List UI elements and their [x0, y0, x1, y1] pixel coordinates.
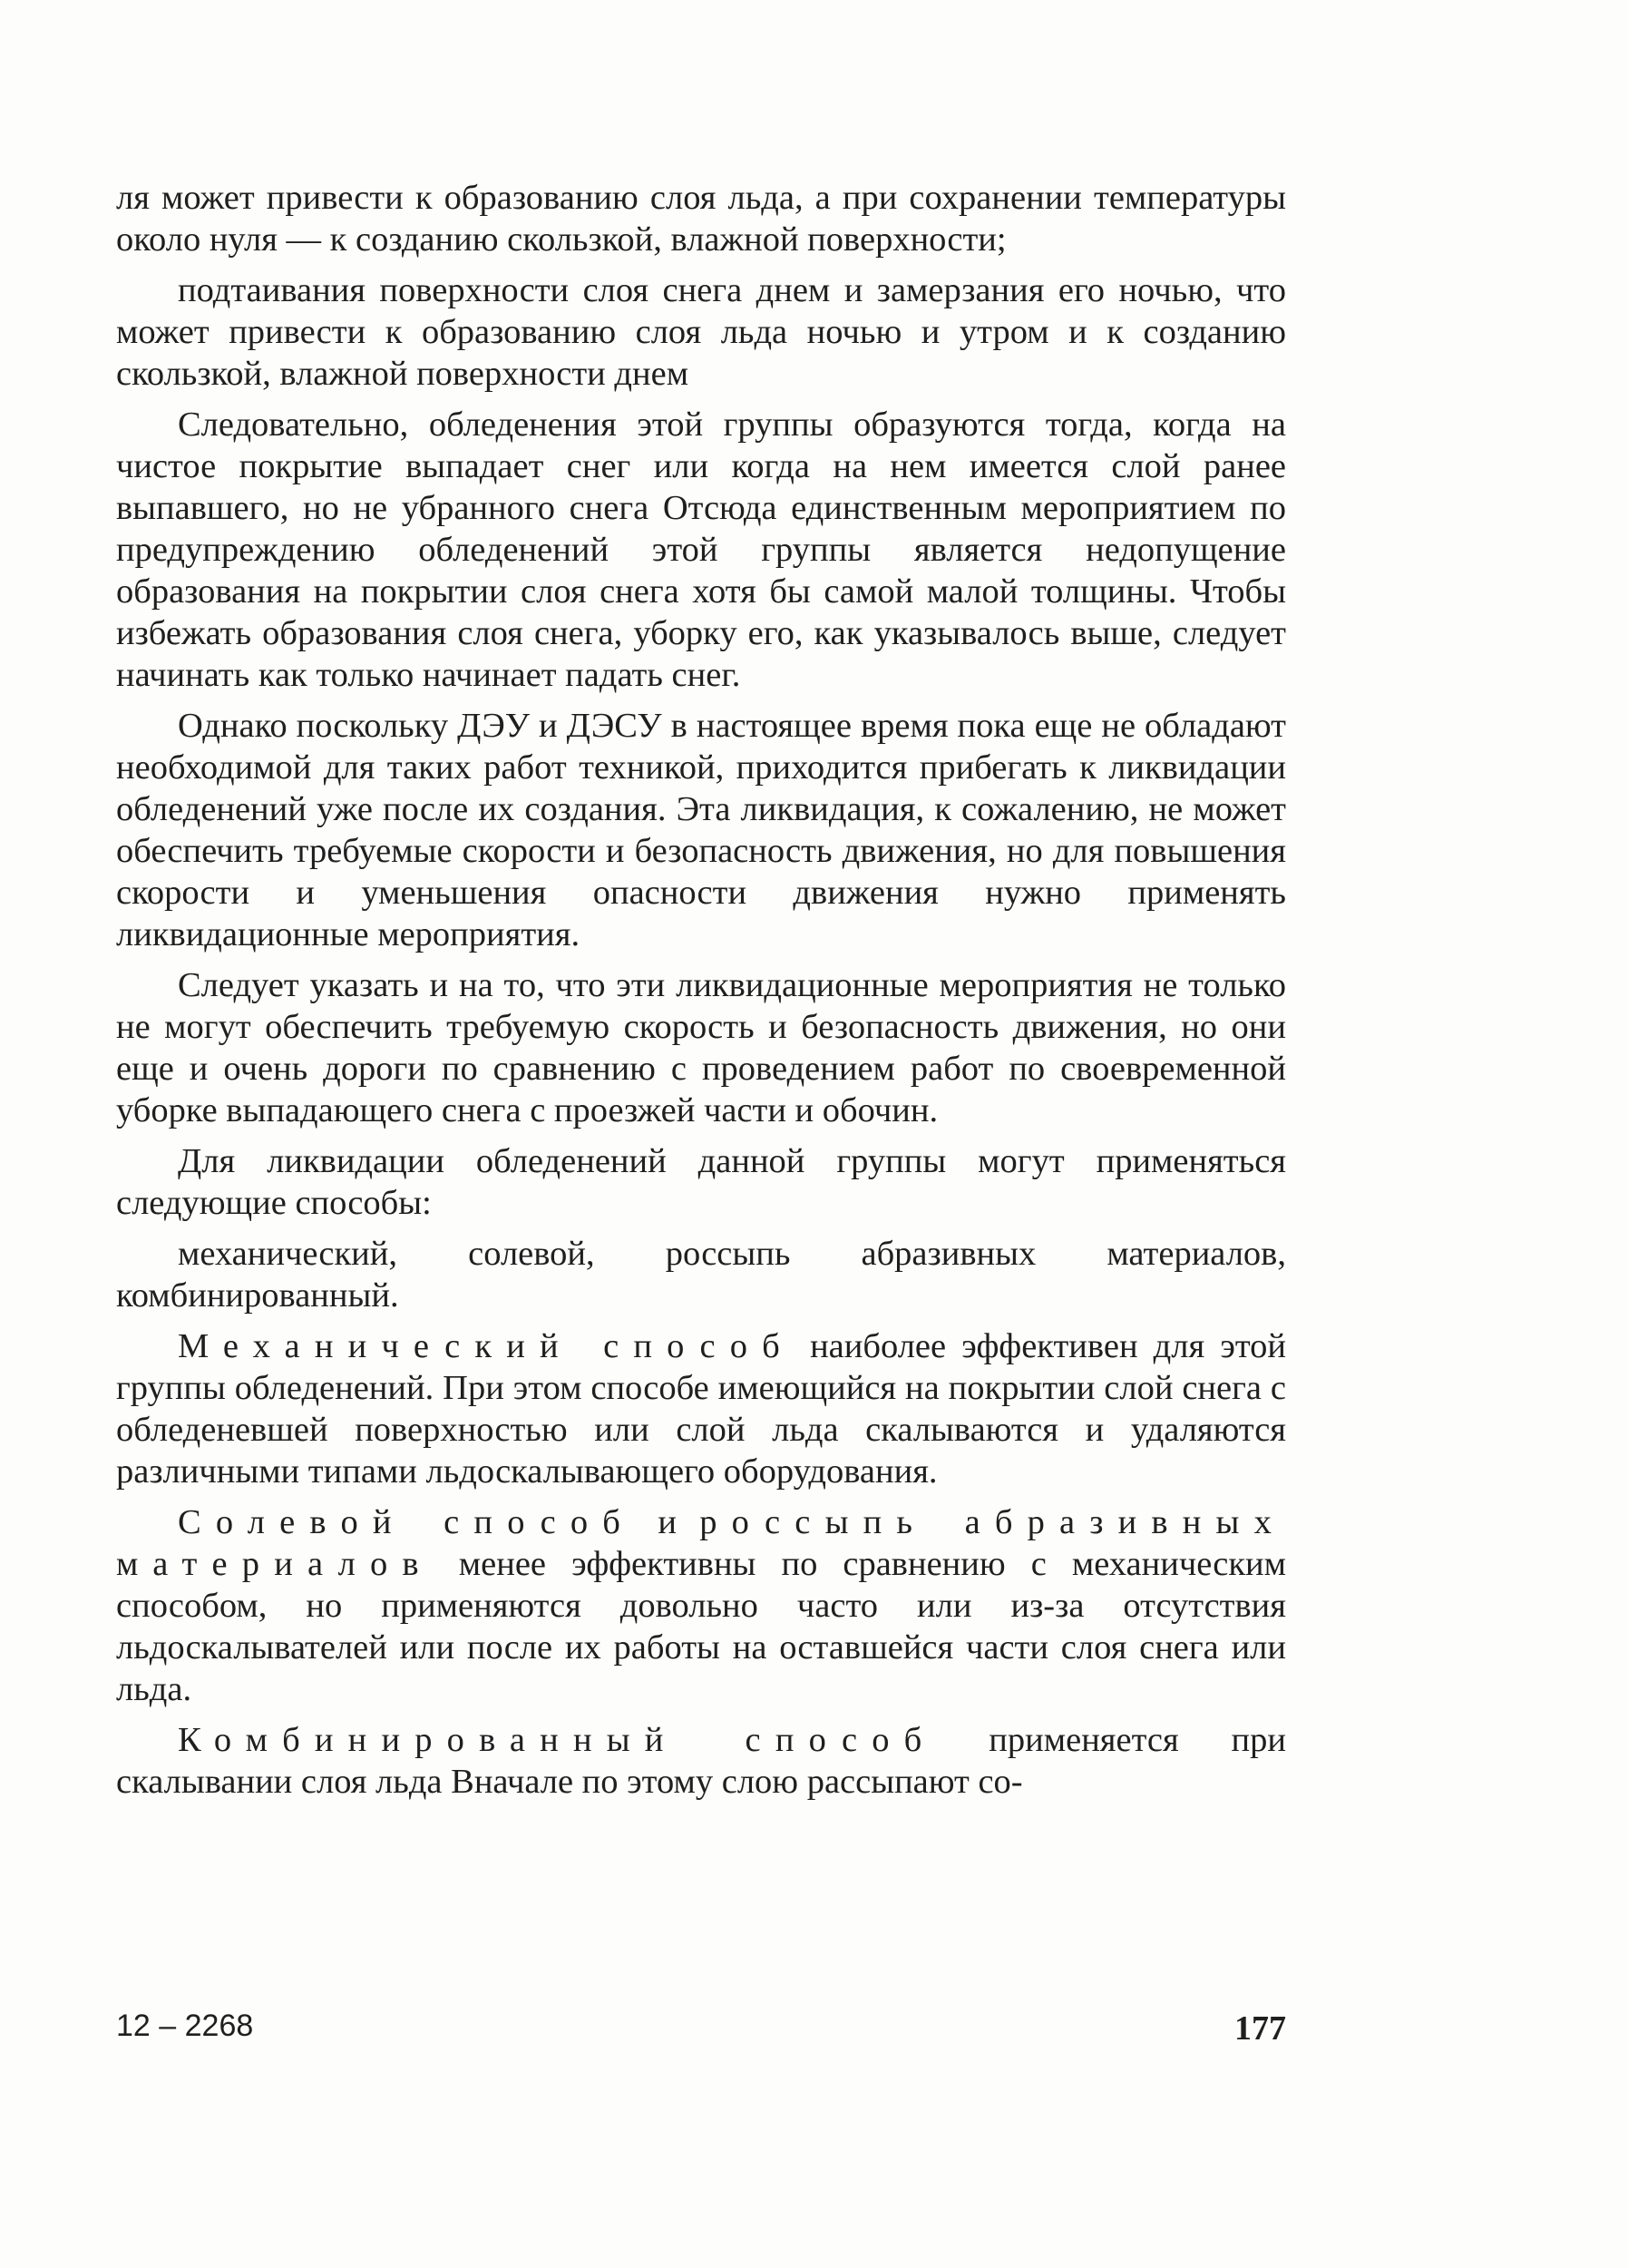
- paragraph-7: механический, солевой, россыпь абразивных материалов, комбинированный.: [116, 1235, 1286, 1315]
- mechanical-heading: Механический способ: [178, 1327, 795, 1365]
- paragraph-4: Однако поскольку ДЭУ и ДЭСУ в настоящее время пока еще не обладают необходимой для таких работ техникой, приходится прибегать к ликвидации обледенений уже после их создания. Эта ликвидация, к сожалению, не может обеспечить требуемые скорости и безопасность движения, но для повышения скорости и уменьшения опасности движения нужно применять ликвидационные мероприятия.: [116, 707, 1286, 953]
- paragraph-mechanical: [116, 1325, 1286, 1492]
- mechanical-text: наиболее эффективен для этой группы обледенений. При этом способе имеющийся на покрытии слой снега с обледеневшей поверхностью или слой льда скалываются и удаляются различными типами льдоскалывающего оборудования.: [116, 1327, 1287, 1491]
- printer-signature: 12 – 2268: [116, 2009, 254, 2043]
- combined-heading: Комбинированный способ: [178, 1721, 937, 1759]
- salt-heading: Солевой способ: [178, 1503, 636, 1541]
- paragraph-salt: [116, 1501, 1286, 1710]
- page-number: 177: [1234, 2009, 1286, 2048]
- paragraph-3: Следовательно, обледенения этой группы образуются тогда, когда на чистое покрытие выпадает снег или когда на нем имеется слой ранее выпавшего, но не убранного снега Отсюда единственным мероприятием по предупреждению обледенений этой группы является недопущение образования на покрытии слоя снега хотя бы самой малой толщины. Чтобы избежать образования слоя снега, уборку его, как указывалось выше, следует начинать как только начинает падать снег.: [116, 406, 1286, 694]
- paragraph-1: ля может привести к образованию слоя льда, а при сохранении температуры около нуля — к созданию скользкой, влажной поверхности;: [116, 179, 1286, 259]
- abrasive-heading: россыпь абразивных материалов: [116, 1503, 1287, 1583]
- salt-connector: и: [635, 1503, 700, 1541]
- paragraph-2: подтаивания поверхности слоя снега днем и замерзания его ночью, что может привести к образованию слоя льда ночью и утром и к созданию скользкой, влажной поверхности днем: [116, 271, 1286, 393]
- paragraph-combined: [116, 1719, 1286, 1803]
- paragraph-6: Для ликвидации обледенений данной группы могут применяться следующие способы:: [116, 1142, 1286, 1222]
- salt-text: менее эффективны по сравнению с механическим способом, но применяются довольно часто или из-за отсутствия льдоскалывателей или после их работы на оставшейся части слоя снега или льда.: [116, 1545, 1286, 1708]
- paragraph-5: Следует указать и на то, что эти ликвидационные мероприятия не только не могут обеспечить требуемую скорость и безопасность движения, но они еще и очень дороги по сравнению с проведением работ по своевременной уборке выпадающего снега с проезжей части и обочин.: [116, 966, 1286, 1129]
- page-footer: [116, 2009, 1286, 2054]
- body-text: [116, 177, 1286, 1812]
- combined-text: применяется при скалывании слоя льда Вначале по этому слою рассыпают со-: [116, 1721, 1287, 1801]
